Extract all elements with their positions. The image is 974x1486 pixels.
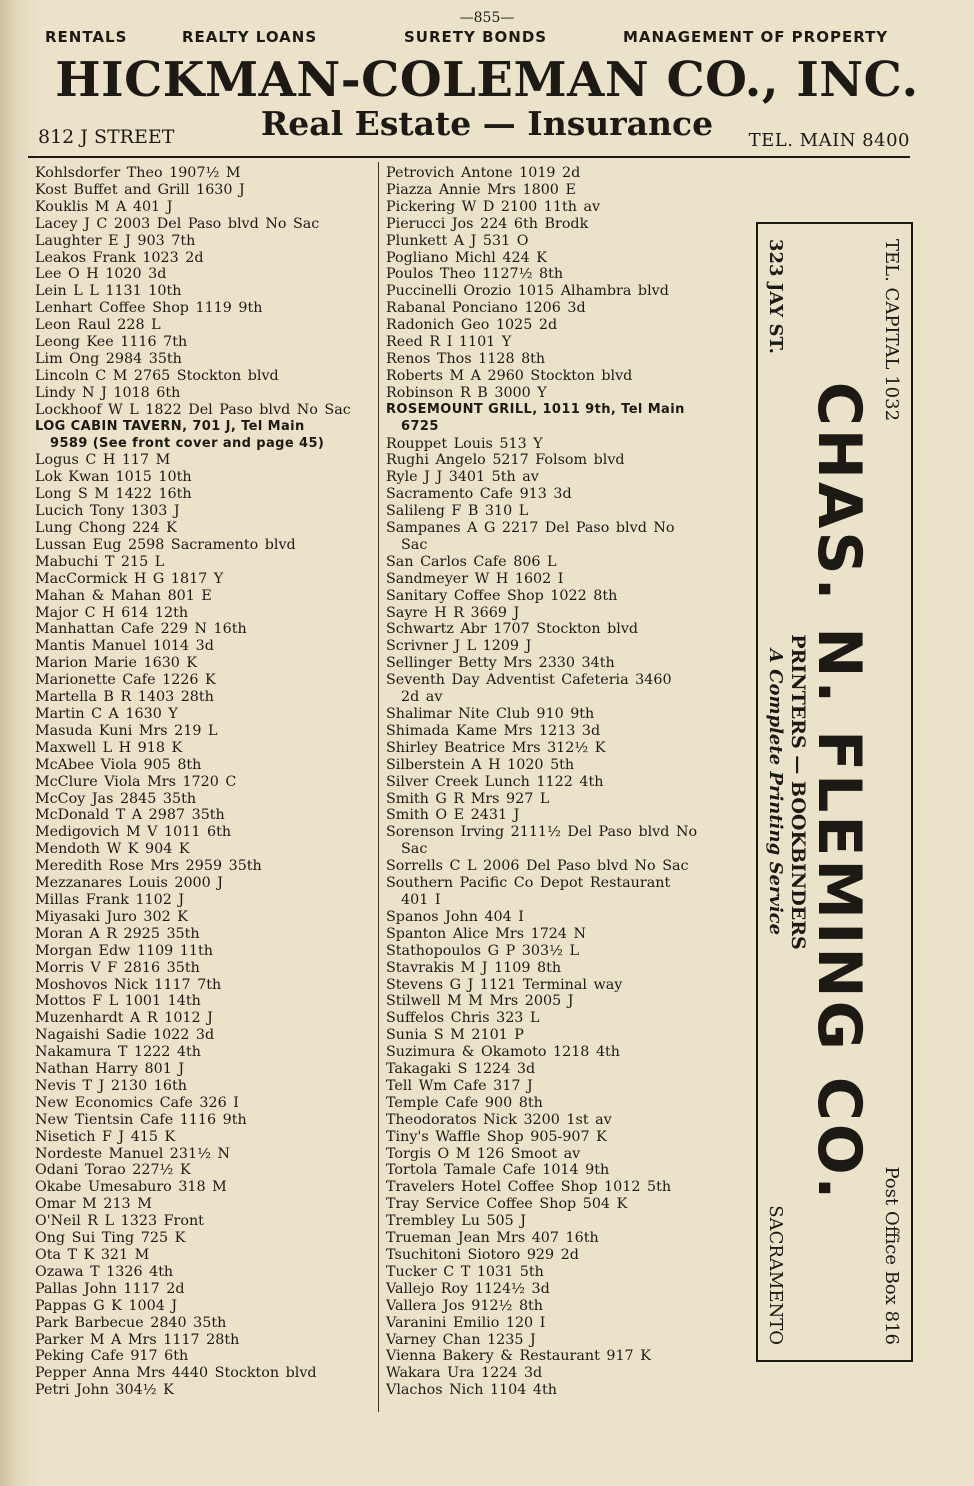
service-realty-loans: REALTY LOANS [182,28,318,46]
directory-entry: Park Barbecue 2840 35th [35,1314,227,1331]
directory-entry: Parker M A Mrs 1117 28th [35,1331,240,1348]
directory-entry: Nordeste Manuel 231½ N [35,1145,231,1162]
ad-city: SACRAMENTO [764,1205,786,1345]
service-surety-bonds: SURETY BONDS [404,28,548,46]
ad-street: 323 JAY ST. [764,239,786,354]
ad-subtitle: PRINTERS — BOOKBINDERS [786,634,809,950]
directory-entry: Smith G R Mrs 927 L [386,790,550,807]
directory-entry: Lussan Eug 2598 Sacramento blvd [35,536,296,553]
directory-entry: Vlachos Nich 1104 4th [386,1382,557,1399]
directory-entry: 6725 [401,418,439,434]
directory-entry: Stathopoulos G P 303½ L [386,942,579,959]
directory-entry: Renos Thos 1128 8th [386,350,546,367]
directory-entry: Kost Buffet and Grill 1630 J [35,181,245,198]
ad-phone: TEL. CAPITAL 1032 [880,239,902,422]
directory-entry: Theodoratos Nick 3200 1st av [386,1111,612,1128]
directory-entry: Nevis T J 2130 16th [35,1077,187,1094]
directory-entry: Sellinger Betty Mrs 2330 34th [386,655,615,672]
listing-column-right [386,165,746,1399]
directory-entry: Lung Chong 224 K [35,520,177,537]
directory-entry: Mahan & Mahan 801 E [35,587,212,604]
directory-entry: Lindy N J 1018 6th [35,384,181,401]
directory-entry: Mabuchi T 215 L [35,553,165,570]
directory-entry: Nagaishi Sadie 1022 3d [35,1027,215,1044]
directory-entry: Morgan Edw 1109 11th [35,942,213,959]
directory-entry: Schwartz Abr 1707 Stockton blvd [386,621,639,638]
column-divider [378,162,379,1412]
directory-entry: Medigovich M V 1011 6th [35,824,232,841]
directory-entry: Wakara Ura 1224 3d [386,1365,543,1382]
directory-entry: Lacey J C 2003 Del Paso blvd No Sac [35,215,320,232]
directory-entry: Rughi Angelo 5217 Folsom blvd [386,452,625,469]
directory-entry: Spanton Alice Mrs 1724 N [386,925,587,942]
listing-column-left [35,165,375,1399]
directory-entry: Nisetich F J 415 K [35,1128,176,1145]
directory-entry: Poulos Theo 1127½ 8th [386,266,564,283]
directory-entry: Marionette Cafe 1226 K [35,672,216,689]
directory-entry: Martella B R 1403 28th [35,689,214,706]
directory-entry: Long S M 1422 16th [35,486,192,503]
directory-entry: Spanos John 404 I [386,908,524,925]
directory-entry: McDonald T A 2987 35th [35,807,225,824]
directory-entry: Pierucci Jos 224 6th Brodk [386,215,589,232]
directory-entry: Mezzanares Louis 2000 J [35,875,224,892]
directory-entry: Tortola Tamale Cafe 1014 9th [386,1162,610,1179]
directory-entry: Shalimar Nite Club 910 9th [386,706,595,722]
directory-entry: Sunia S M 2101 P [386,1027,524,1044]
directory-entry: Vallera Jos 912½ 8th [386,1297,544,1314]
directory-entry: Ota T K 321 M [35,1247,150,1263]
directory-entry: New Tientsin Cafe 1116 9th [35,1111,247,1128]
directory-entry: Ryle J J 3401 5th av [386,469,539,486]
directory-entry: Nakamura T 1222 4th [35,1044,201,1061]
directory-entry: Sayre H R 3669 J [386,604,520,621]
directory-entry: Torgis O M 126 Smoot av [386,1145,581,1162]
directory-entry: Odani Torao 227½ K [35,1162,191,1179]
directory-entry: Moshovos Nick 1117 7th [35,976,222,993]
directory-entry: Meredith Rose Mrs 2959 35th [35,858,262,875]
directory-entry: Muzenhardt A R 1012 J [35,1010,213,1027]
directory-entry: Leakos Frank 1023 2d [35,249,204,266]
directory-entry: Kohlsdorfer Theo 1907½ M [35,165,241,181]
directory-entry: Sampanes A G 2217 Del Paso blvd No [386,520,675,537]
directory-entry: Tray Service Coffee Shop 504 K [386,1196,628,1213]
directory-entry: Radonich Geo 1025 2d [386,317,558,334]
directory-entry: Stevens G J 1121 Terminal way [386,976,623,993]
directory-entry: Sanitary Coffee Shop 1022 8th [386,587,618,604]
directory-entry: 401 I [401,891,441,908]
directory-entry: Piazza Annie Mrs 1800 E [386,181,576,198]
directory-entry: Suffelos Chris 323 L [386,1010,540,1027]
directory-entry: Lincoln C M 2765 Stockton blvd [35,367,279,384]
directory-entry: Logus C H 117 M [35,452,171,469]
directory-entry: Reed R I 1101 Y [386,334,512,351]
directory-entry: Vienna Bakery & Restaurant 917 K [386,1348,651,1365]
directory-entry: Robinson R B 3000 Y [386,384,547,401]
directory-entry: Salileng F B 310 L [386,503,529,520]
directory-entry: McAbee Viola 905 8th [35,756,202,773]
directory-entry: Marion Marie 1630 K [35,655,198,672]
directory-entry: Tsuchitoni Siotoro 929 2d [386,1247,579,1263]
directory-entry: 9589 (See front cover and page 45) [50,435,325,451]
directory-entry: Lucich Tony 1303 J [35,503,180,520]
directory-entry: Lee O H 1020 3d [35,266,167,283]
directory-entry: Sorrells C L 2006 Del Paso blvd No Sac [386,858,689,875]
directory-entry: O'Neil R L 1323 Front [35,1213,204,1230]
advertisement-rotated [760,227,910,1357]
directory-entry: Rabanal Ponciano 1206 3d [386,300,586,317]
ad-service: A Complete Printing Service [764,648,786,936]
directory-entry: Takagaki S 1224 3d [386,1061,536,1078]
directory-entry: Pepper Anna Mrs 4440 Stockton blvd [35,1365,317,1382]
directory-entry: Laughter E J 903 7th [35,232,196,249]
directory-entry: Seventh Day Adventist Cafeteria 3460 [386,672,672,689]
directory-entry: Tucker C T 1031 5th [386,1263,544,1280]
ad-company-name: CHAS. N. FLEMING CO. [803,381,874,1203]
service-rentals: RENTALS [45,28,128,46]
directory-entry: McCoy Jas 2845 35th [35,790,197,807]
directory-entry: McClure Viola Mrs 1720 C [35,773,237,790]
directory-entry: Ozawa T 1326 4th [35,1263,174,1280]
company-address: 812 J STREET [38,126,175,148]
directory-entry: Pallas John 1117 2d [35,1280,185,1297]
directory-entry: Travelers Hotel Coffee Shop 1012 5th [386,1179,672,1196]
directory-entry: Trembley Lu 505 J [386,1213,527,1230]
directory-entry: Trueman Jean Mrs 407 16th [386,1230,599,1247]
directory-entry: Pappas G K 1004 J [35,1297,178,1314]
directory-entry: Sacramento Cafe 913 3d [386,486,572,503]
directory-entry: Sandmeyer W H 1602 I [386,570,564,587]
directory-entry: Major C H 614 12th [35,604,189,621]
directory-entry: Nathan Harry 801 J [35,1061,185,1078]
directory-entry: Ong Sui Ting 725 K [35,1230,186,1247]
directory-entry: Masuda Kuni Mrs 219 L [35,722,218,739]
directory-entry: Moran A R 2925 35th [35,925,200,942]
directory-entry: Scrivner J L 1209 J [386,638,532,655]
directory-entry: Smith O E 2431 J [386,807,520,824]
directory-entry: ROSEMOUNT GRILL, 1011 9th, Tel Main [386,401,685,417]
directory-entry: Kouklis M A 401 J [35,198,173,215]
directory-entry: Lockhoof W L 1822 Del Paso blvd No Sac [35,401,351,418]
ad-po-box: Post Office Box 816 [880,1166,902,1345]
directory-entry: Roberts M A 2960 Stockton blvd [386,367,633,384]
directory-entry: Varanini Emilio 120 I [386,1314,546,1331]
directory-entry: Sorenson Irving 2111½ Del Paso blvd No [386,824,698,841]
directory-entry: Manhattan Cafe 229 N 16th [35,621,247,638]
directory-entry: Omar M 213 M [35,1196,152,1213]
directory-entry: Millas Frank 1102 J [35,891,185,908]
service-management: MANAGEMENT OF PROPERTY [623,28,889,46]
directory-entry: Miyasaki Juro 302 K [35,908,188,925]
directory-entry: Lim Ong 2984 35th [35,350,182,367]
company-phone: TEL. MAIN 8400 [748,130,910,151]
directory-entry: Mendoth W K 904 K [35,841,190,858]
directory-entry: Shirley Beatrice Mrs 312½ K [386,739,606,756]
directory-entry: Peking Cafe 917 6th [35,1348,189,1365]
fleming-advertisement [756,222,913,1362]
directory-entry: Rouppet Louis 513 Y [386,435,543,452]
directory-entry: Stavrakis M J 1109 8th [386,959,562,976]
directory-entry: Leon Raul 228 L [35,317,161,334]
page-number: —855— [459,10,515,26]
header-divider [28,156,910,158]
directory-entry: Puccinelli Orozio 1015 Alhambra blvd [386,283,669,300]
directory-entry: Maxwell L H 918 K [35,739,183,756]
directory-entry: Tiny's Waffle Shop 905-907 K [386,1128,607,1145]
directory-entry: Silver Creek Lunch 1122 4th [386,773,604,790]
directory-entry: San Carlos Cafe 806 L [386,553,557,570]
directory-entry: MacCormick H G 1817 Y [35,570,224,587]
directory-entry: Mottos F L 1001 14th [35,993,201,1010]
directory-entry: Sac [401,841,428,858]
directory-entry: LOG CABIN TAVERN, 701 J, Tel Main [35,418,305,434]
directory-entry: Silberstein A H 1020 5th [386,756,575,773]
directory-entry: Suzimura & Okamoto 1218 4th [386,1044,620,1061]
directory-entry: Leong Kee 1116 7th [35,334,188,351]
directory-entry: Southern Pacific Co Depot Restaurant [386,875,671,892]
directory-entry: Plunkett A J 531 O [386,232,529,249]
directory-entry: 2d av [401,689,443,706]
directory-entry: Pickering W D 2100 11th av [386,198,601,215]
directory-entry: Morris V F 2816 35th [35,959,200,976]
directory-entry: Stilwell M M Mrs 2005 J [386,993,574,1010]
directory-entry: Lein L L 1131 10th [35,283,182,300]
directory-entry: Pogliano Michl 424 K [386,249,547,266]
services-banner [45,28,915,48]
company-tagline: Real Estate — Insurance [260,104,714,143]
directory-entry: Lenhart Coffee Shop 1119 9th [35,300,263,317]
directory-entry: Mantis Manuel 1014 3d [35,638,214,655]
directory-entry: Okabe Umesaburo 318 M [35,1179,227,1196]
directory-entry: Tell Wm Cafe 317 J [386,1077,533,1094]
directory-entry: Vallejo Roy 1124½ 3d [386,1280,550,1297]
company-name: HICKMAN-COLEMAN CO., INC. [55,52,919,108]
directory-entry: Martin C A 1630 Y [35,706,178,722]
directory-entry: Lok Kwan 1015 10th [35,469,192,486]
directory-entry: New Economics Cafe 326 I [35,1094,239,1111]
directory-entry: Temple Cafe 900 8th [386,1094,543,1111]
directory-entry: Petri John 304½ K [35,1382,174,1399]
directory-entry: Varney Chan 1235 J [386,1331,536,1348]
directory-entry: Petrovich Antone 1019 2d [386,165,581,181]
directory-entry: Sac [401,536,428,553]
directory-entry: Shimada Kame Mrs 1213 3d [386,722,601,739]
